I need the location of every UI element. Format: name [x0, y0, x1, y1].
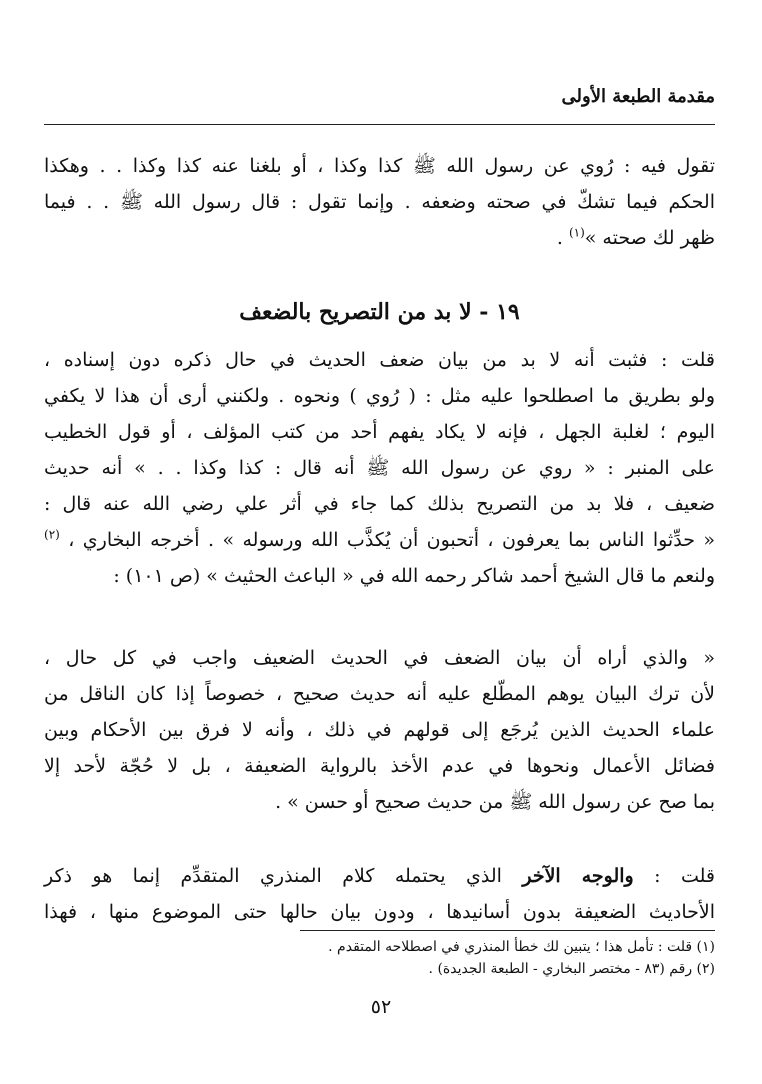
- footnote-divider: [300, 930, 715, 931]
- text-line: اليوم ؛ لغلبة الجهل ، فإنه لا يكاد يفهم أحد من كتب المؤلف ، أو قول الخطيب: [44, 421, 715, 443]
- text-line: ولنعم ما قال الشيخ أحمد شاكر رحمه الله في « الباعث الحثيث » (ص ١٠١) :: [113, 565, 715, 587]
- paragraph-1: [44, 342, 715, 594]
- page-number: ٥٢: [370, 996, 392, 1018]
- text-line: ضعيف ، فلا بد من التصريح بذلك كما جاء في أثر علي رضي الله عنه قال :: [44, 493, 715, 515]
- section-heading: ١٩ - لا بد من التصريح بالضعف: [239, 299, 520, 325]
- text-line: علماء الحديث الذين يُرجَع إلى قولهم في ذلك ، وأنه لا فرق بين الأحكام وبين: [44, 719, 715, 741]
- text-span: .: [556, 227, 569, 249]
- text-span: ظهر لك صحته »: [584, 227, 715, 249]
- text-line: [44, 858, 715, 894]
- text-line: الأحاديث الضعيفة بدون أسانيدها ، ودون بيان حالها حتى الموضوع منها ، فهذا: [44, 901, 715, 923]
- text-line: الحكم فيما تشكّ في صحته وضعفه . وإنما تقول : قال رسول الله ﷺ . . فيما: [44, 191, 715, 213]
- text-span: « حدِّثوا الناس بما يعرفون ، أتحبون أن يُكذَّب الله ورسوله » . أخرجه البخاري ،: [68, 529, 715, 551]
- header-divider: [44, 124, 715, 125]
- text-line: فضائل الأعمال ونحوها في عدم الأخذ بالرواية الضعيفة ، بل لا حُجّة لأحد إلا: [44, 755, 715, 777]
- text-line: ولو بطريق ما اصطلحوا عليه مثل : ( رُوي ) ونحوه . ولكنني أرى أن هذا لا يكفي: [44, 385, 715, 407]
- intro-paragraph: [44, 148, 715, 256]
- text-span: قلت :: [633, 865, 715, 887]
- text-line: [44, 220, 715, 256]
- running-header: مقدمة الطبعة الأولى: [561, 86, 715, 107]
- text-line: بما صح عن رسول الله ﷺ من حديث صحيح أو حسن » .: [275, 791, 715, 813]
- text-line: تقول فيه : رُوي عن رسول الله ﷺ كذا وكذا ، أو بلغنا عنه كذا وكذا . . وهكذا: [44, 155, 715, 177]
- text-line: على المنبر : « روي عن رسول الله ﷺ أنه قال : كذا وكذا . . » أنه حديث: [44, 457, 715, 479]
- footnote-ref: (٢): [44, 527, 60, 542]
- text-span: الذي يحتمله كلام المنذري المتقدِّم إنما هو ذكر: [44, 865, 523, 887]
- paragraph-3: [44, 858, 715, 930]
- quote-paragraph: [44, 640, 715, 820]
- text-line: قلت : فثبت أنه لا بد من بيان ضعف الحديث في حال ذكره دون إسناده ،: [44, 349, 715, 371]
- text-line: « والذي أراه أن بيان الضعف في الحديث الضعيف واجب في كل حال ،: [44, 647, 715, 669]
- footnote-2: (٢) رقم (٨٣ - مختصر البخاري - الطبعة الجديدة) .: [428, 961, 715, 977]
- text-line: لأن ترك البيان يوهم المطّلع عليه أنه حديث صحيح ، خصوصاً إذا كان الناقل من: [44, 683, 715, 705]
- bold-phrase: والوجه الآخر: [522, 865, 634, 887]
- footnote-ref: (١): [568, 225, 585, 240]
- footnote-1: (١) قلت : تأمل هذا ؛ يتبين لك خطأ المنذري في اصطلاحه المتقدم .: [328, 939, 715, 955]
- text-line: [44, 522, 715, 558]
